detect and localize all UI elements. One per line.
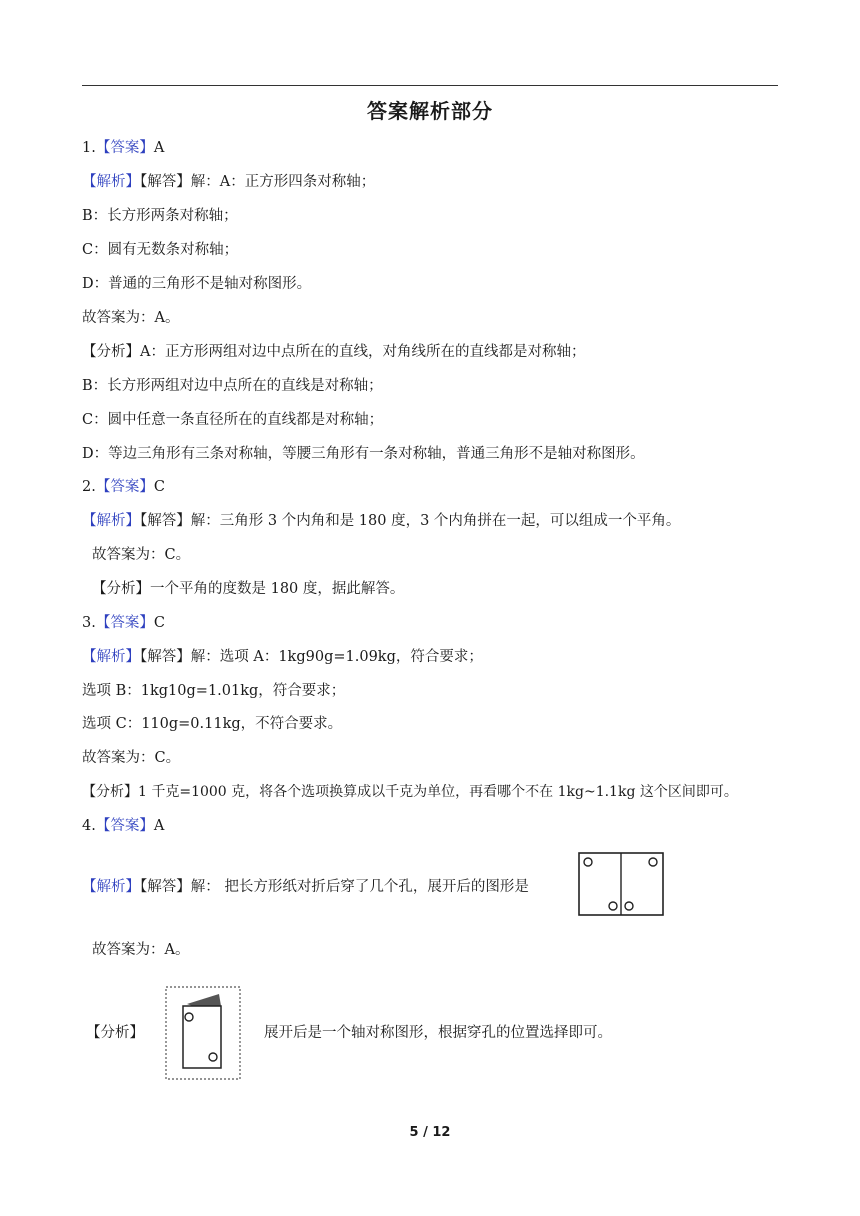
q3-conclusion: 故答案为：C。: [82, 750, 181, 766]
q1-line-d: D：普通的三角形不是轴对称图形。: [82, 276, 312, 292]
q4-answer-value: A: [153, 818, 165, 834]
q2-answer-tag: 【答案】: [95, 479, 154, 495]
q2-answer-value: C: [153, 479, 165, 495]
q3-line-c: 选项 C：110g=0.11kg，不符合要求。: [82, 716, 343, 732]
q2-analysis: 【分析】一个平角的度数是 180 度，据此解答。: [92, 581, 405, 597]
q2-conclusion: 故答案为：C。: [92, 547, 191, 563]
q2-solution-line: [82, 511, 680, 531]
q4-solution-text: 【解答】解： 把长方形纸对折后穿了几个孔，展开后的图形是: [140, 879, 529, 895]
q3-solution-text: 【解答】解：选项 A：1kg90g=1.09kg，符合要求；: [140, 649, 483, 665]
q1-line-b: B：长方形两条对称轴；: [82, 208, 238, 224]
hole-lower: [209, 1053, 217, 1061]
hole-upper: [185, 1013, 193, 1021]
q1-line-c: C：圆有无数条对称轴；: [82, 242, 239, 258]
q4-conclusion: 故答案为：A。: [92, 942, 190, 958]
q1-jiexi-tag: 【解析】: [82, 174, 140, 190]
hole-top-left: [584, 858, 592, 866]
q3-number: 3.: [82, 615, 96, 631]
q1-answer-line: [82, 138, 164, 158]
q3-line-b: 选项 B：1kg10g=1.01kg，符合要求；: [82, 683, 346, 699]
q4-jiexi-tag: 【解析】: [82, 879, 140, 895]
q3-analysis: 【分析】1 千克=1000 克，将各个选项换算成以千克为单位，再看哪个不在 1kg~1.1kg 这个区间即可。: [82, 784, 738, 800]
hole-bottom-center-left: [609, 902, 617, 910]
q2-solution-text: 【解答】解：三角形 3 个内角和是 180 度，3 个内角拼在一起，可以组成一个平角。: [140, 513, 681, 529]
q3-answer-tag: 【答案】: [95, 615, 154, 631]
q1-answer-tag: 【答案】: [95, 140, 154, 156]
q4-answer-tag: 【答案】: [95, 818, 154, 834]
q2-answer-line: [82, 477, 165, 497]
q1-conclusion: 故答案为：A。: [82, 310, 180, 326]
q3-answer-value: C: [153, 615, 165, 631]
q1-analysis-c: C：圆中任意一条直径所在的直线都是对称轴；: [82, 412, 384, 428]
q1-analysis-d: D：等边三角形有三条对称轴，等腰三角形有一条对称轴，普通三角形不是轴对称图形。: [82, 446, 645, 462]
q1-solution-text: 【解答】解：A：正方形四条对称轴；: [140, 174, 376, 190]
unfolded-paper-figure: [578, 852, 664, 916]
q4-number: 4.: [82, 818, 96, 834]
hole-bottom-center-right: [625, 902, 633, 910]
q1-analysis-b: B：长方形两组对边中点所在的直线是对称轴；: [82, 378, 383, 394]
q1-answer-value: A: [153, 140, 165, 156]
page-number: 5 / 12: [409, 1125, 451, 1140]
hole-top-right: [649, 858, 657, 866]
q4-answer-line: [82, 816, 164, 836]
q4-analysis-text: 展开后是一个轴对称图形，根据穿孔的位置选择即可。: [264, 1025, 612, 1041]
folded-paper-figure: [165, 986, 241, 1080]
q2-number: 2.: [82, 479, 96, 495]
page-title: 答案解析部分: [367, 99, 493, 123]
q1-analysis-a: 【分析】A：正方形两组对边中点所在的直线，对角线所在的直线都是对称轴；: [82, 344, 586, 360]
q2-jiexi-tag: 【解析】: [82, 513, 140, 529]
q1-solution-line: [82, 172, 375, 192]
header-rule: [82, 85, 778, 86]
q4-solution-line: [82, 877, 529, 897]
q3-solution-line: [82, 647, 483, 667]
q3-answer-line: [82, 613, 165, 633]
q1-number: 1.: [82, 140, 96, 156]
q4-analysis-tag: 【分析】: [86, 1025, 144, 1041]
q3-jiexi-tag: 【解析】: [82, 649, 140, 665]
